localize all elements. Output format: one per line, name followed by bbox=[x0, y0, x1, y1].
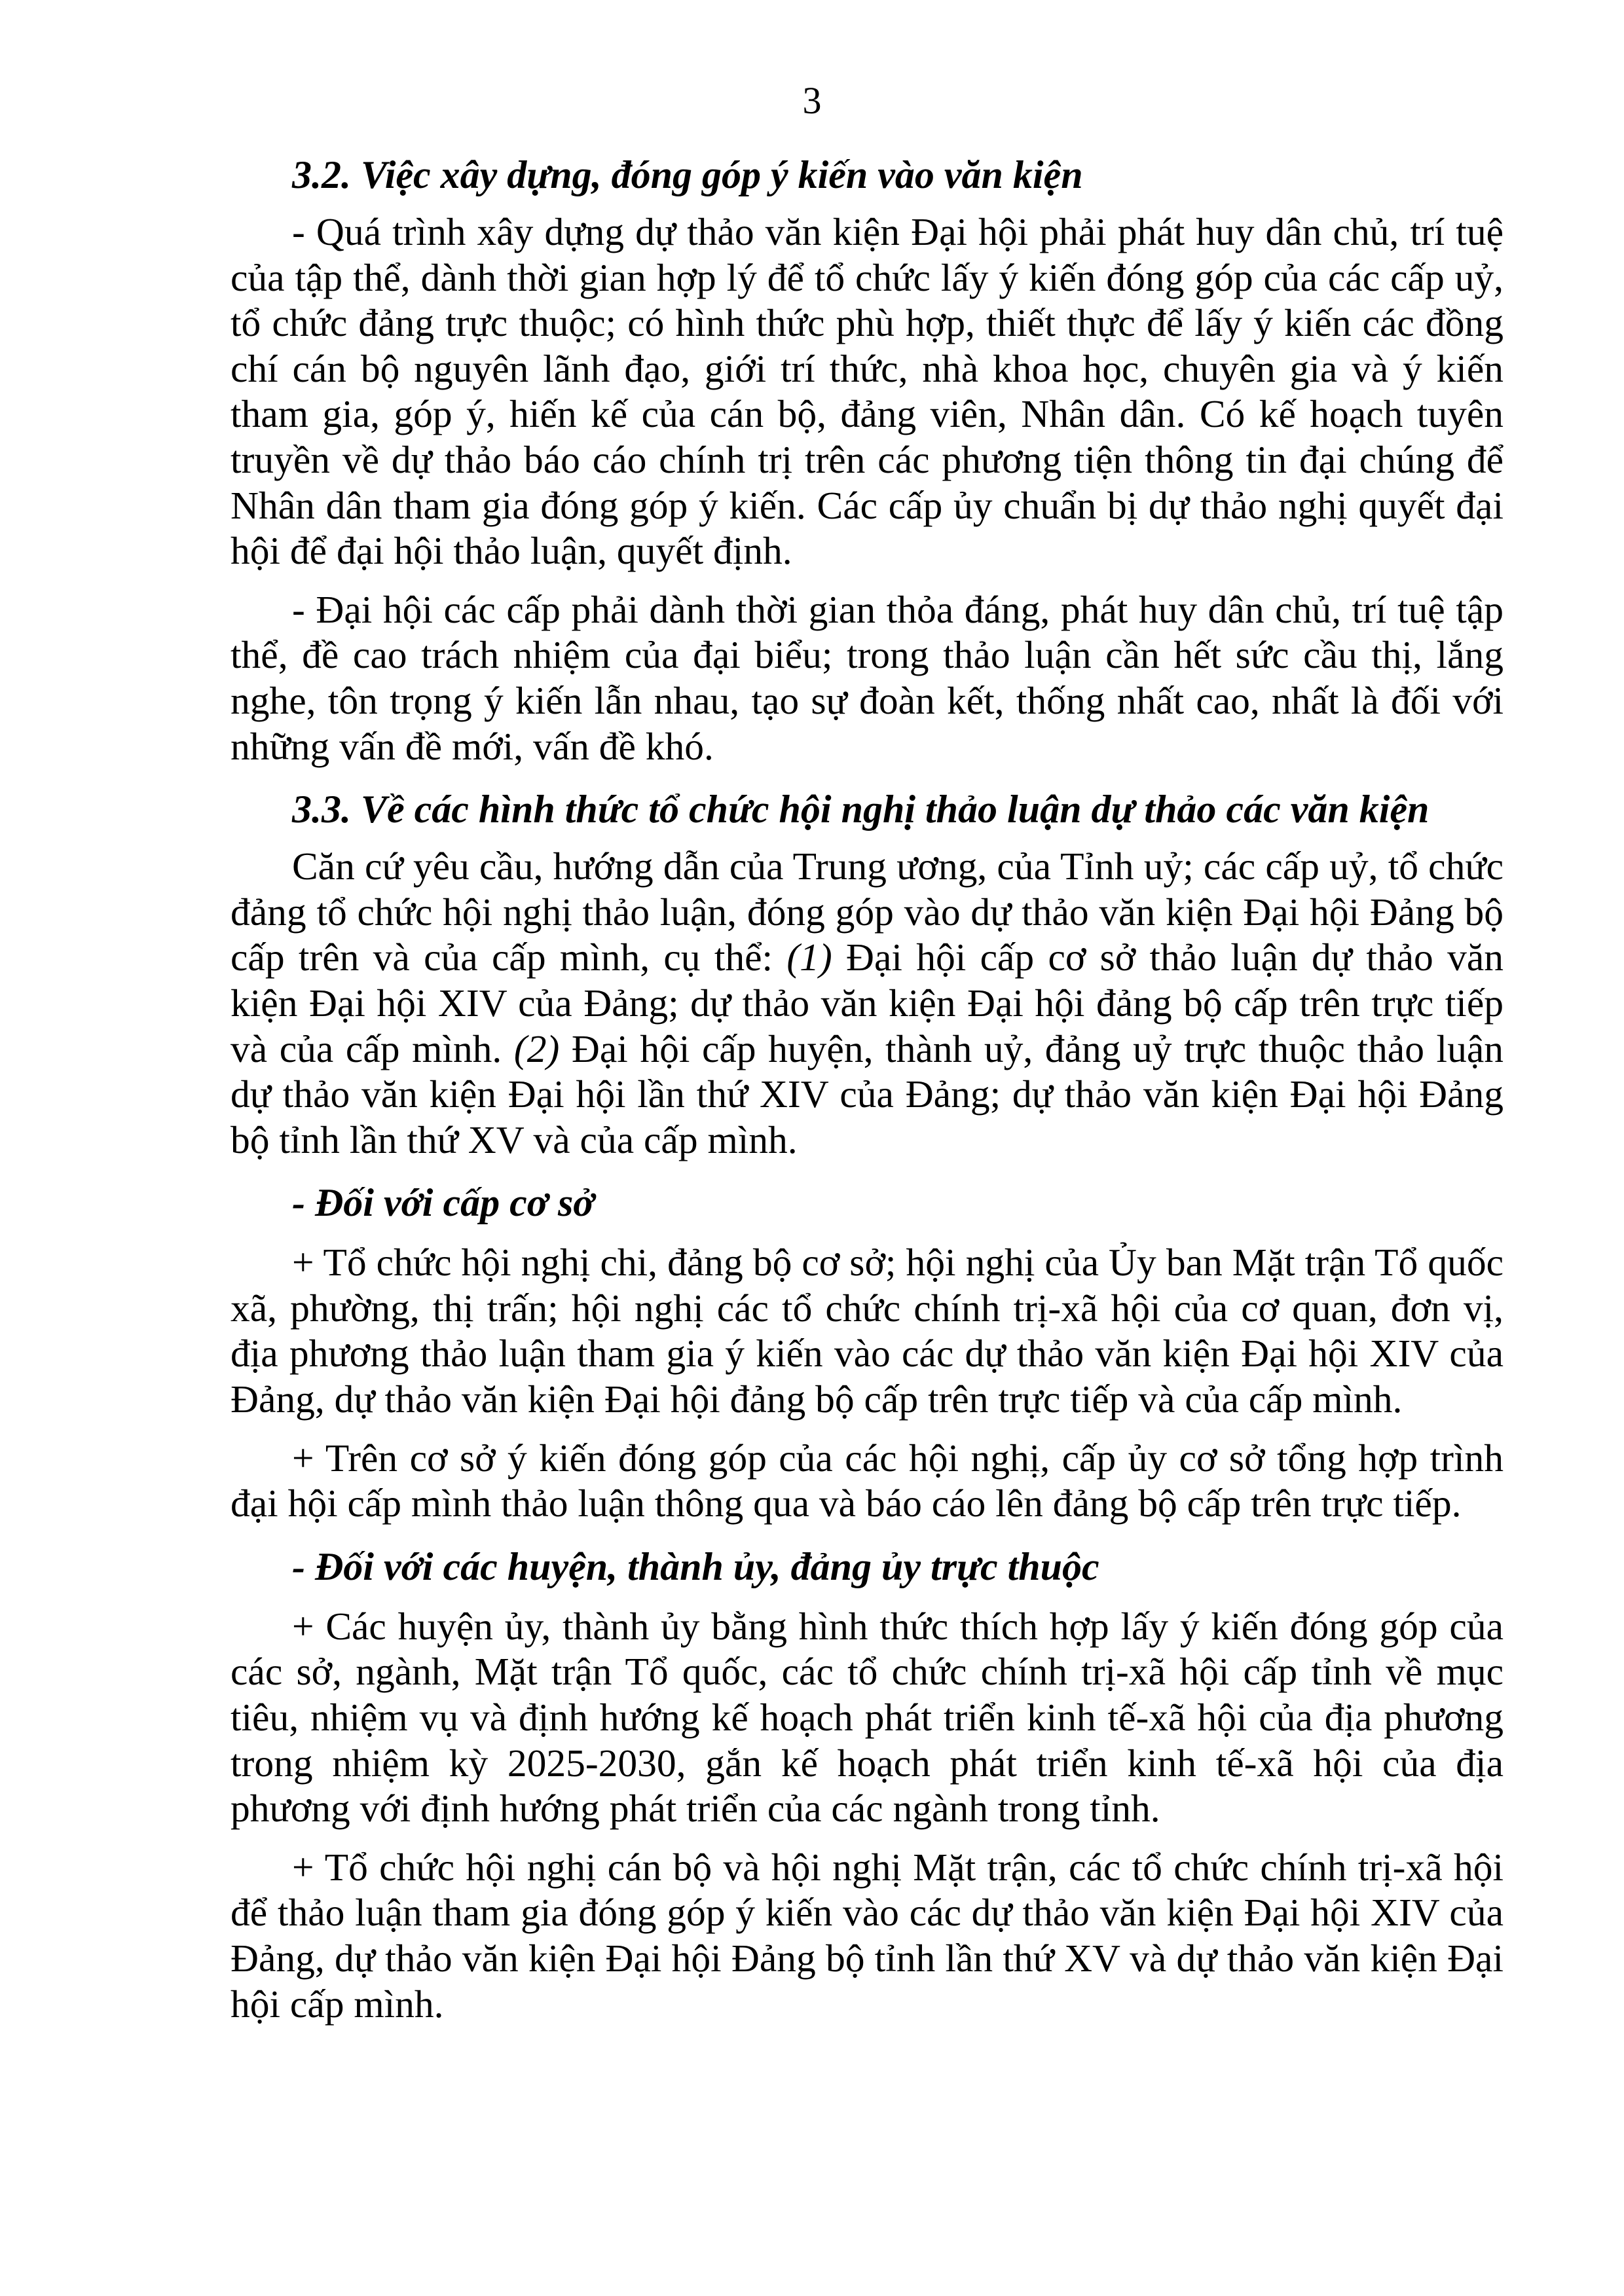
district-item-2: + Tổ chức hội nghị cán bộ và hội nghị Mặt trận, các tổ chức chính trị-xã hội để thảo luận tham gia đóng góp ý kiến vào các dự thảo văn kiện Đại hội XIV của Đảng, dự thảo văn kiện Đại hội Đảng bộ tỉnh lần thứ XV và dự thảo văn kiện Đại hội cấp mình. bbox=[231, 1845, 1504, 2026]
section-3-2-paragraph-1: - Quá trình xây dựng dự thảo văn kiện Đại hội phải phát huy dân chủ, trí tuệ của tập thể, dành thời gian hợp lý để tổ chức lấy ý kiến đóng góp của các cấp uỷ, tổ chức đảng trực thuộc; có hình thức phù hợp, thiết thực để lấy ý kiến các đồng chí cán bộ nguyên lãnh đạo, giới trí thức, nhà khoa học, chuyên gia và ý kiến tham gia, góp ý, hiến kế của cán bộ, đảng viên, Nhân dân. Có kế hoạch tuyên truyền về dự thảo báo cáo chính trị trên các phương tiện thông tin đại chúng để Nhân dân tham gia đóng góp ý kiến. Các cấp ủy chuẩn bị dự thảo nghị quyết đại hội để đại hội thảo luận, quyết định. bbox=[231, 210, 1504, 573]
enumeration-marker: (1) bbox=[786, 936, 832, 979]
page-number: 3 bbox=[802, 79, 822, 122]
section-heading-3-3: 3.3. Về các hình thức tổ chức hội nghị thảo luận dự thảo các văn kiện bbox=[292, 788, 1430, 831]
subheading-district: - Đối với các huyện, thành ủy, đảng ủy trực thuộc bbox=[292, 1544, 1099, 1588]
district-item-1: + Các huyện ủy, thành ủy bằng hình thức thích hợp lấy ý kiến đóng góp của các sở, ngành, Mặt trận Tổ quốc, các tổ chức chính trị-xã hội cấp tỉnh về mục tiêu, nhiệm vụ và định hướng kế hoạch phát triển kinh tế-xã hội của địa phương trong nhiệm kỳ 2025-2030, gắn kế hoạch phát triển kinh tế-xã hội của địa phương với định hướng phát triển của các ngành trong tỉnh. bbox=[231, 1604, 1504, 1831]
section-3-2-paragraph-2: - Đại hội các cấp phải dành thời gian thỏa đáng, phát huy dân chủ, trí tuệ tập thể, đề cao trách nhiệm của đại biểu; trong thảo luận cần hết sức cầu thị, lắng nghe, tôn trọng ý kiến lẫn nhau, tạo sự đoàn kết, thống nhất cao, nhất là đối với những vấn đề mới, vấn đề khó. bbox=[231, 587, 1504, 768]
section-3-3-paragraph-1 bbox=[231, 844, 1504, 1163]
subheading-grassroots: - Đối với cấp cơ sở bbox=[292, 1181, 595, 1225]
paragraph-text: Đại hội cấp cơ sở thảo luận dự thảo văn kiện Đại hội XIV của Đảng; dự thảo văn kiện Đại hội đảng bộ cấp trên trực tiếp và của cấp mình. bbox=[231, 936, 1504, 1070]
section-heading-3-2: 3.2. Việc xây dựng, đóng góp ý kiến vào văn kiện bbox=[292, 153, 1083, 196]
grassroots-item-1: + Tổ chức hội nghị chi, đảng bộ cơ sở; hội nghị của Ủy ban Mặt trận Tổ quốc xã, phường, thị trấn; hội nghị các tổ chức chính trị-xã hội của cơ quan, đơn vị, địa phương thảo luận tham gia ý kiến vào các dự thảo văn kiện Đại hội XIV của Đảng, dự thảo văn kiện Đại hội đảng bộ cấp trên trực tiếp và của cấp mình. bbox=[231, 1241, 1504, 1421]
paragraph-text: Đại hội cấp huyện, thành uỷ, đảng uỷ trực thuộc thảo luận dự thảo văn kiện Đại hội lần thứ XIV của Đảng; dự thảo văn kiện Đại hội Đảng bộ tỉnh lần thứ XV và của cấp mình. bbox=[231, 1027, 1504, 1161]
paragraph-text: Căn cứ yêu cầu, hướng dẫn của Trung ương, của Tỉnh uỷ; các cấp uỷ, tổ chức đảng tổ chức hội nghị thảo luận, đóng góp vào dự thảo văn kiện Đại hội Đảng bộ cấp trên và của cấp mình, cụ thể: bbox=[231, 845, 1504, 979]
page-content bbox=[231, 152, 1504, 2040]
enumeration-marker: (2) bbox=[513, 1027, 560, 1070]
grassroots-item-2: + Trên cơ sở ý kiến đóng góp của các hội nghị, cấp ủy cơ sở tổng hợp trình đại hội cấp mình thảo luận thông qua và báo cáo lên đảng bộ cấp trên trực tiếp. bbox=[231, 1436, 1504, 1525]
